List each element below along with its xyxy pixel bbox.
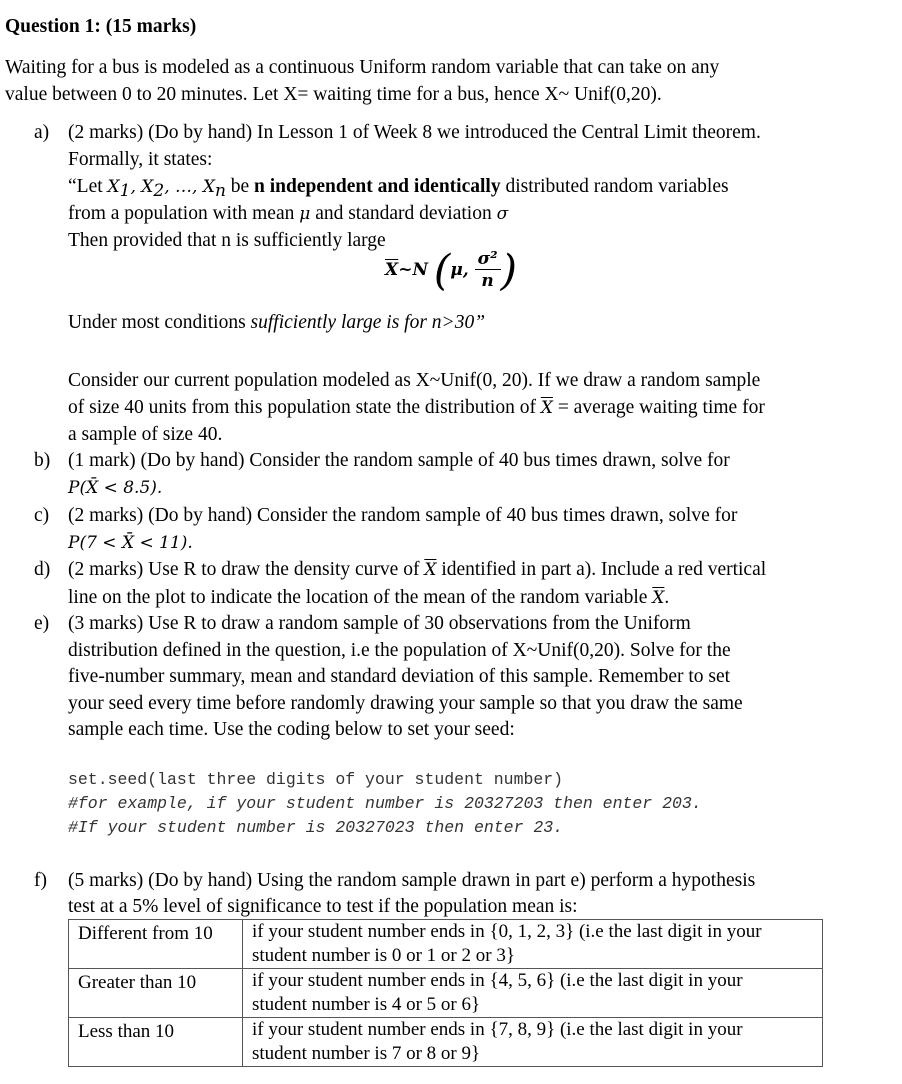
table-row bbox=[69, 920, 823, 969]
part-d-label: d) bbox=[34, 559, 51, 580]
part-b-label: b) bbox=[34, 450, 51, 471]
table-row bbox=[69, 969, 823, 1018]
part-d-text bbox=[68, 558, 766, 582]
intro-line: Waiting for a bus is modeled as a continuous Uniform random variable that can take on any bbox=[5, 57, 720, 78]
code-comment: #for example, if your student number is 20327203 then enter 203. bbox=[68, 794, 702, 813]
text: of size 40 units from this population state the distribution of bbox=[68, 397, 541, 418]
math: X bbox=[107, 177, 120, 197]
table-cell bbox=[243, 920, 823, 969]
clt-statement bbox=[68, 175, 729, 203]
part-a-text: a sample of size 40. bbox=[68, 424, 223, 445]
table-cell bbox=[243, 969, 823, 1018]
math: …, bbox=[175, 177, 203, 197]
text: (2 marks) Use R to draw the density curve of bbox=[68, 559, 425, 580]
clt-formula bbox=[385, 245, 517, 295]
code-line: set.seed(last three digits of your student number) bbox=[68, 770, 564, 789]
math: $\overline{X}$ bbox=[424, 560, 437, 580]
text: = average waiting time for bbox=[552, 397, 765, 418]
text: line on the plot to indicate the location of the mean of the random variable bbox=[68, 587, 653, 608]
text: . bbox=[664, 587, 670, 608]
math: 1 bbox=[119, 181, 131, 201]
math: , bbox=[164, 177, 176, 197]
math: ( bbox=[433, 245, 451, 295]
part-f-text: (5 marks) (Do by hand) Using the random sample drawn in part e) perform a hypothesis bbox=[68, 870, 756, 891]
cell-line: if your student number ends in {7, 8, 9} (i.e the last digit in your bbox=[252, 1019, 743, 1040]
math: X bbox=[202, 177, 215, 197]
part-b-expression: P(X̄ < 8.5). bbox=[68, 478, 163, 498]
table-cell: Different from 10 bbox=[69, 920, 243, 969]
math: $\overline{X}$ bbox=[540, 398, 553, 418]
clt-statement bbox=[68, 202, 508, 226]
cell-line: student number is 4 or 5 or 6} bbox=[252, 994, 481, 1015]
part-e-text: distribution defined in the question, i.e the population of X~Unif(0,20). Solve for the bbox=[68, 640, 731, 661]
hypothesis-table bbox=[68, 919, 823, 1067]
text: from a population with mean bbox=[68, 203, 300, 224]
part-f-text: test at a 5% level of significance to test if the population mean is: bbox=[68, 896, 578, 917]
part-a-text bbox=[68, 396, 765, 420]
fraction bbox=[475, 249, 501, 292]
table-row bbox=[69, 1018, 823, 1067]
text: distributed random variables bbox=[500, 176, 729, 197]
table-cell: Less than 10 bbox=[69, 1018, 243, 1067]
cell-line: student number is 0 or 1 or 2 or 3} bbox=[252, 945, 515, 966]
part-e-label: e) bbox=[34, 613, 50, 634]
math: σ bbox=[496, 204, 509, 224]
part-a-text: Consider our current population modeled as X~Unif(0, 20). If we draw a random sample bbox=[68, 370, 761, 391]
part-c-expression: P(7 < X̄ < 11). bbox=[68, 533, 193, 553]
part-b-text: (1 mark) (Do by hand) Consider the random sample of 40 bus times drawn, solve for bbox=[68, 450, 730, 471]
part-a-label: a) bbox=[34, 122, 50, 143]
part-f-label: f) bbox=[34, 870, 47, 891]
table-cell bbox=[243, 1018, 823, 1067]
math: n bbox=[214, 181, 226, 201]
text: Under most conditions bbox=[68, 312, 251, 333]
question-title: Question 1: (15 marks) bbox=[5, 16, 197, 37]
part-e-text: sample each time. Use the coding below to set your seed: bbox=[68, 719, 515, 740]
part-a-text: Formally, it states: bbox=[68, 149, 213, 170]
math: X bbox=[141, 177, 154, 197]
clt-statement bbox=[68, 311, 485, 335]
part-e-text: your seed every time before randomly drawing your sample so that you draw the same bbox=[68, 693, 743, 714]
text: “Let bbox=[68, 176, 108, 197]
cell-line: student number is 7 or 8 or 9} bbox=[252, 1043, 481, 1064]
math: n bbox=[481, 271, 494, 291]
math: μ bbox=[299, 204, 311, 224]
text: be bbox=[225, 176, 255, 197]
part-c-label: c) bbox=[34, 505, 50, 526]
math: ~N bbox=[398, 260, 428, 280]
italic-text: sufficiently large is for n>30” bbox=[250, 312, 486, 333]
part-e-text: (3 marks) Use R to draw a random sample of 30 observations from the Uniform bbox=[68, 613, 691, 634]
math: 2 bbox=[153, 181, 165, 201]
cell-line: if your student number ends in {0, 1, 2, 3} (i.e the last digit in your bbox=[252, 921, 762, 942]
intro-line: value between 0 to 20 minutes. Let X= waiting time for a bus, hence X~ Unif(0,20). bbox=[5, 84, 662, 105]
clt-statement: Then provided that n is sufficiently large bbox=[68, 230, 386, 251]
text: and standard deviation bbox=[310, 203, 497, 224]
math: , bbox=[130, 177, 142, 197]
code-comment: #If your student number is 20327023 then enter 23. bbox=[68, 818, 564, 837]
math: $\overline{X}$ bbox=[385, 260, 399, 280]
bold-text: n independent and identically bbox=[254, 176, 501, 197]
table-cell: Greater than 10 bbox=[69, 969, 243, 1018]
math: ) bbox=[500, 245, 517, 295]
part-e-text: five-number summary, mean and standard deviation of this sample. Remember to set bbox=[68, 666, 731, 687]
math: μ, bbox=[450, 260, 469, 280]
part-c-text: (2 marks) (Do by hand) Consider the random sample of 40 bus times drawn, solve for bbox=[68, 505, 738, 526]
cell-line: if your student number ends in {4, 5, 6} (i.e the last digit in your bbox=[252, 970, 743, 991]
part-a-text: (2 marks) (Do by hand) In Lesson 1 of Week 8 we introduced the Central Limit theorem. bbox=[68, 122, 761, 143]
part-d-text bbox=[68, 586, 669, 610]
text: identified in part a). Include a red vertical bbox=[436, 559, 767, 580]
math: σ² bbox=[475, 249, 501, 270]
math: $\overline{X}$ bbox=[652, 588, 665, 608]
